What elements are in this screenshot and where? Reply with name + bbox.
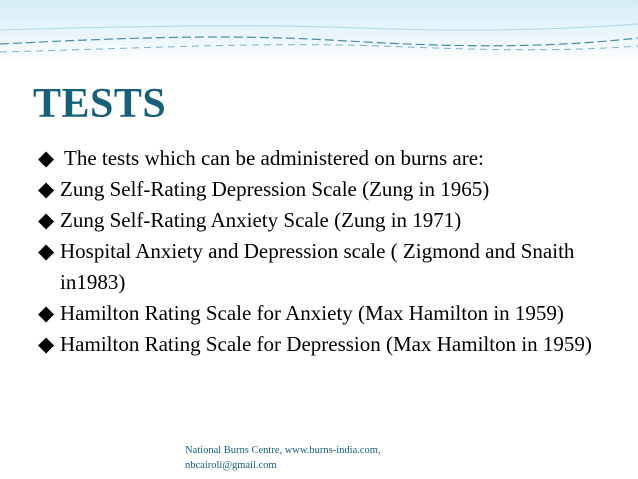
decorative-header-band: [0, 0, 638, 64]
diamond-bullet-icon: ◆: [38, 332, 55, 356]
diamond-bullet-icon: ◆: [38, 146, 55, 170]
diamond-bullet-icon: ◆: [38, 301, 55, 325]
list-item: [38, 298, 613, 329]
list-item: [38, 174, 613, 205]
bullet-text: The tests which can be administered on burns are:: [64, 146, 484, 170]
diamond-bullet-icon: ◆: [38, 177, 55, 201]
diamond-bullet-icon: ◆: [38, 208, 55, 232]
footer-line-1: National Burns Centre, www.burns-india.com,: [185, 445, 381, 456]
bullet-text: Hospital Anxiety and Depression scale ( Zigmond and Snaith in1983): [60, 239, 575, 294]
slide-title: TESTS: [33, 81, 167, 127]
slide-footer: [185, 443, 445, 473]
list-item: [38, 236, 613, 298]
diamond-bullet-icon: ◆: [38, 239, 55, 263]
bullet-list: [38, 143, 613, 360]
bullet-text: Zung Self-Rating Anxiety Scale (Zung in 1971): [60, 208, 462, 232]
bullet-text: Zung Self-Rating Depression Scale (Zung in 1965): [60, 177, 490, 201]
list-item: [38, 329, 613, 360]
list-item: [38, 143, 613, 174]
bullet-text: Hamilton Rating Scale for Depression (Max Hamilton in 1959): [60, 332, 592, 356]
bullet-text: Hamilton Rating Scale for Anxiety (Max Hamilton in 1959): [60, 301, 564, 325]
list-item: [38, 205, 613, 236]
wave-decoration: [0, 0, 638, 64]
footer-email: nbcairoli@gmail.com: [185, 460, 277, 471]
